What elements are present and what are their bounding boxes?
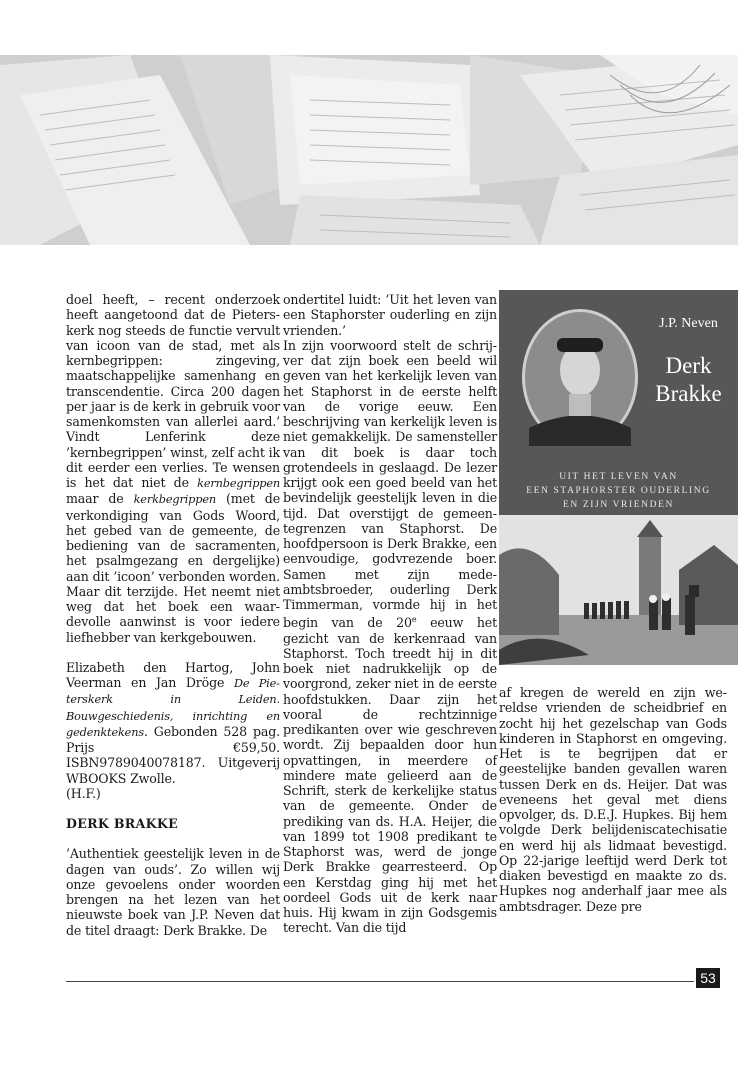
cover-subtitle-line: UIT HET LEVEN VAN bbox=[559, 472, 678, 482]
text-run: eeuw het gezicht van de kerkenraad van Staphorst. Toch treedt hij in dit boek niet nadrukkelijk op de voorgrond, zeker niet in de eerste hoofdstukken. Daar zijn het vooral de rechtzinnige predikanten over wie geschreven wordt. Zij bepaalden door hun opvattingen, in meerdere of mindere mate gelieerd aan de Schrift, sterk de kerkelijke status van de gemeente. Onder de prediking van ds. H.A. Heijer, die van 1899 tot 1908 predikant te Staphorst was, werd de jonge Derk Brakke gearresteerd. Op een Kerstdag ging hij met het oordeel Gods uit de kerk naar huis. Hij kwam in zijn Godsgemis terecht. Van die tijd bbox=[283, 615, 498, 936]
cover-title-line: Derk bbox=[665, 353, 712, 378]
text-column-3 bbox=[499, 685, 727, 914]
book-reference bbox=[66, 660, 280, 786]
text-run: In zijn voorwoord stelt de schrijver dat zijn boek een beeld wil geven van het kerkelijk leven van het Staphorst in de eerste helft van de vorige eeuw. Een beschrijving van kerkelijk leven is niet gemakkelijk. De samensteller van dit boek is daar toch grotendeels in geslaagd. De lezer krijgt ook een goed beeld van het bevindelijk geestelijk leven in die tijd. Dat overstijgt de gemeentegrenzen van Staphorst. De hoofdpersoon is Derk Brakke, een eenvoudige, godvrezende boer. Samen met zijn medeambtsbroeder, ouderling Derk Timmerman, vormde hij in het begin van de 20 bbox=[283, 337, 497, 631]
italic-term: kernbegrippen bbox=[197, 477, 281, 490]
portrait-image bbox=[521, 308, 639, 446]
book-title-italic: De Pieterskerk in Leiden. Bouwgeschiedenis, inrichting en gedenktekens bbox=[66, 677, 280, 739]
signature: (H.F.) bbox=[66, 785, 101, 801]
paragraph: ondertitel luidt: ’Uit het leven van een Staphorster ouderling en zijn vrienden.’ bbox=[283, 292, 497, 338]
cover-subtitle-line: EEN STAPHORSTER OUDERLING bbox=[526, 486, 711, 496]
cover-subtitle bbox=[499, 470, 738, 512]
text-run: doel heeft, – recent onderzoek heeft aangetoond dat de Pieterskerk nog steeds de functie vervult van icoon van de stad, met als kernbegrippen: zingeving, maatschappelijke samenhang en transcendentie. Circa 200 dagen per jaar is de kerk in gebruik voor samenkomsten van allerlei aard.’ Vindt Lenferink deze ’kernbegrippen’ winst, zelf acht ik dit eerder een verlies. Te wensen is het dat niet de bbox=[66, 292, 280, 490]
italic-term: kerkbegrippen bbox=[133, 493, 217, 507]
cover-subtitle-line: EN ZIJN VRIENDEN bbox=[563, 500, 674, 510]
cover-top-panel bbox=[499, 290, 738, 515]
text-column-2 bbox=[283, 292, 497, 936]
section-heading: DERK BRAKKE bbox=[66, 816, 178, 831]
cover-author: J.P. Neven bbox=[659, 316, 718, 331]
superscript: e bbox=[411, 615, 417, 625]
footer-rule bbox=[66, 981, 694, 982]
text-run: . Gebonden 528 pag. Prijs €59,50. ISBN9789040078187. Uitgeverij WBOOKS Zwolle. bbox=[66, 723, 280, 786]
cover-title-line: Brakke bbox=[655, 381, 722, 406]
text-column-1 bbox=[66, 292, 280, 938]
page-number: 53 bbox=[696, 968, 720, 988]
header-banner-image bbox=[0, 55, 738, 245]
village-photo bbox=[499, 515, 738, 665]
cover-title bbox=[639, 352, 738, 408]
paragraph bbox=[66, 292, 280, 645]
paragraph: af kregen de wereld en zijn wereldse vrienden de scheidbrief en zocht hij het gezelschap van Gods kinderen in Staphorst en omgeving. Het is te begrijpen dat er geestelijke banden gevallen waren tussen Derk en ds. Heijer. Dat was eveneens het geval met diens opvolger, ds. D.E.J. Hupkes. Bij hem volgde Derk belijdeniscatechisatie en werd hij als lidmaat bevestigd. Op 22-jarige leeftijd werd Derk tot diaken bevestigd en maakte zo ds. Hupkes nog anderhalf jaar mee als ambtsdrager. Deze pre bbox=[499, 685, 727, 914]
text-run: (met de verkondiging van Gods Woord, het gebed van de gemeente, de bediening van de sacramenten, het psalmgezang en dergelijke) aan dit ’icoon’ verbonden worden. Maar dit terzijde. Het neemt niet weg dat het boek een waardevolle aanwinst is voor iedere liefhebber van kerkgebouwen. bbox=[66, 491, 280, 645]
book-cover-image bbox=[499, 290, 738, 665]
text-run: maar de bbox=[66, 491, 124, 507]
paragraph: ’Authentiek geestelijk leven in de dagen van ouds’. Zo willen wij onze gevoelens onder woorden brengen na het lezen van het nieuwste boek van J.P. Neven dat de titel draagt: Derk Brakke. De bbox=[66, 846, 280, 938]
text-run: Elizabeth den Hartog, John Veerman en Jan Dröge bbox=[66, 659, 280, 690]
paragraph bbox=[283, 338, 497, 936]
